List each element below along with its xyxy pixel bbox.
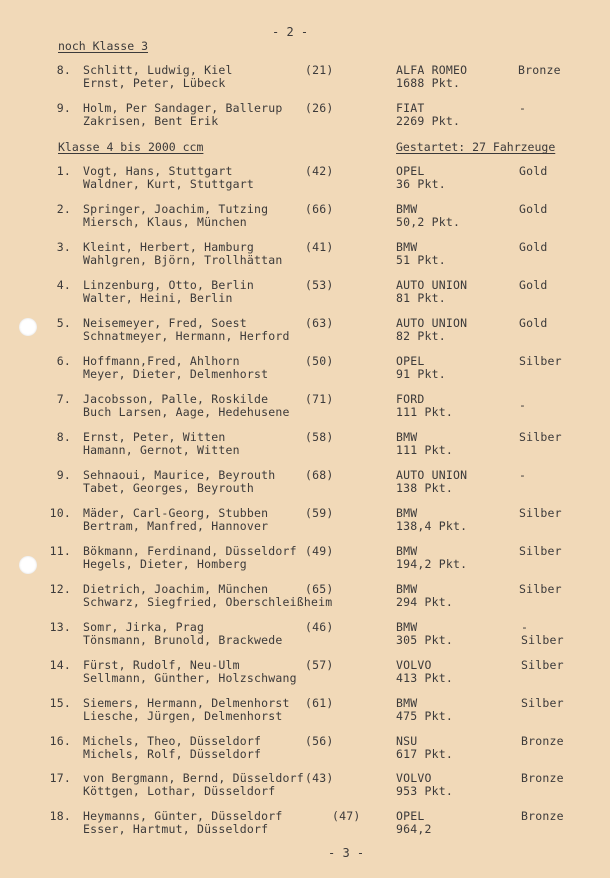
car: ALFA ROMEO xyxy=(396,63,468,77)
award: Silber xyxy=(519,544,562,558)
start-number: (71) xyxy=(305,392,334,406)
driver: Schlitt, Ludwig, Kiel xyxy=(83,63,233,77)
codriver: Schwarz, Siegfried, Oberschleißheim xyxy=(83,595,333,609)
car: BMW xyxy=(396,506,418,520)
points: 953 Pkt. xyxy=(396,784,453,798)
award: Silber xyxy=(521,696,564,710)
start-number: (50) xyxy=(305,354,334,368)
award: Bronze xyxy=(518,63,561,77)
driver: Ernst, Peter, Witten xyxy=(83,430,226,444)
car: BMW xyxy=(396,620,418,634)
driver: Springer, Joachim, Tutzing xyxy=(83,202,269,216)
start-number: (49) xyxy=(305,544,334,558)
points: 294 Pkt. xyxy=(396,595,453,609)
driver: Fürst, Rudolf, Neu-Ulm xyxy=(83,658,240,672)
rank: 4. xyxy=(56,278,71,292)
start-number: (26) xyxy=(305,101,334,115)
result-entry xyxy=(0,545,610,575)
rank: 15. xyxy=(49,696,71,710)
page-number-bottom: - 3 - xyxy=(328,846,365,860)
car: BMW xyxy=(396,582,418,596)
rank: 2. xyxy=(56,202,71,216)
codriver: Schnatmeyer, Hermann, Herford xyxy=(83,329,290,343)
rank: 5. xyxy=(56,316,71,330)
codriver: Hegels, Dieter, Homberg xyxy=(83,557,247,571)
car: OPEL xyxy=(396,354,425,368)
start-number: (68) xyxy=(305,468,334,482)
start-number: (57) xyxy=(305,658,334,672)
award: Bronze xyxy=(521,809,564,823)
driver: Hoffmann,Fred, Ahlhorn xyxy=(83,354,240,368)
points: 81 Pkt. xyxy=(396,291,446,305)
award: Gold xyxy=(519,316,548,330)
rank: 17. xyxy=(49,771,71,785)
driver: Siemers, Hermann, Delmenhorst xyxy=(83,696,290,710)
points: 138 Pkt. xyxy=(396,481,453,495)
driver: Neisemeyer, Fred, Soest xyxy=(83,316,247,330)
result-entry xyxy=(0,469,610,499)
result-entry xyxy=(0,203,610,233)
points: 413 Pkt. xyxy=(396,671,453,685)
car: BMW xyxy=(396,544,418,558)
driver: Michels, Theo, Düsseldorf xyxy=(83,734,262,748)
codriver: Bertram, Manfred, Hannover xyxy=(83,519,269,533)
start-number: (42) xyxy=(305,164,334,178)
start-number: (65) xyxy=(305,582,334,596)
car: OPEL xyxy=(396,809,425,823)
rank: 11. xyxy=(49,544,71,558)
car: AUTO UNION xyxy=(396,316,468,330)
award: Silber xyxy=(519,354,562,368)
start-number: (53) xyxy=(305,278,334,292)
start-number: (43) xyxy=(305,771,334,785)
codriver: Zakrisen, Bent Erik xyxy=(83,114,219,128)
rank: 6. xyxy=(56,354,71,368)
result-entry xyxy=(0,241,610,271)
car: BMW xyxy=(396,430,418,444)
points: 1688 Pkt. xyxy=(396,76,461,90)
award: Silber xyxy=(519,506,562,520)
award: Bronze xyxy=(521,771,564,785)
driver: Jacobsson, Palle, Roskilde xyxy=(83,392,269,406)
points: 111 Pkt. xyxy=(396,405,453,419)
driver: Mäder, Carl-Georg, Stubben xyxy=(83,506,269,520)
points: 964,2 xyxy=(396,822,432,836)
rank: 14. xyxy=(49,658,71,672)
award: Gold xyxy=(519,240,548,254)
car: AUTO UNION xyxy=(396,468,468,482)
award: Gold xyxy=(519,164,548,178)
section-heading-class-4: Klasse 4 bis 2000 ccm xyxy=(58,140,204,154)
award: Gold xyxy=(519,202,548,216)
result-entry xyxy=(0,165,610,195)
car: AUTO UNION xyxy=(396,278,468,292)
started-count: Gestartet: 27 Fahrzeuge xyxy=(396,140,556,154)
car: VOLVO xyxy=(396,771,432,785)
car: VOLVO xyxy=(396,658,432,672)
codriver: Meyer, Dieter, Delmenhorst xyxy=(83,367,269,381)
start-number: (21) xyxy=(305,63,334,77)
car: BMW xyxy=(396,240,418,254)
rank: 16. xyxy=(49,734,71,748)
result-entry xyxy=(0,507,610,537)
points: 2269 Pkt. xyxy=(396,114,461,128)
codriver: Waldner, Kurt, Stuttgart xyxy=(83,177,254,191)
result-entry xyxy=(0,659,610,689)
driver: Linzenburg, Otto, Berlin xyxy=(83,278,254,292)
result-entry xyxy=(0,355,610,385)
points: 50,2 Pkt. xyxy=(396,215,461,229)
rank: 9. xyxy=(56,101,71,115)
car: OPEL xyxy=(396,164,425,178)
award: Silber xyxy=(519,430,562,444)
start-number: (61) xyxy=(305,696,334,710)
start-number: (66) xyxy=(305,202,334,216)
result-entry xyxy=(0,735,610,765)
codriver: Walter, Heini, Berlin xyxy=(83,291,233,305)
start-number: (58) xyxy=(305,430,334,444)
points: 51 Pkt. xyxy=(396,253,446,267)
rank: 18. xyxy=(49,809,71,823)
driver: Sehnaoui, Maurice, Beyrouth xyxy=(83,468,276,482)
rank: 7. xyxy=(56,392,71,406)
start-number: (46) xyxy=(305,620,334,634)
start-number: (41) xyxy=(305,240,334,254)
award: - xyxy=(521,620,529,634)
codriver: Ernst, Peter, Lübeck xyxy=(83,76,226,90)
codriver: Sellmann, Günther, Holzschwang xyxy=(83,671,297,685)
award: - xyxy=(519,468,527,482)
rank: 13. xyxy=(49,620,71,634)
rank: 3. xyxy=(56,240,71,254)
award-secondary: Silber xyxy=(521,633,564,647)
driver: Bökmann, Ferdinand, Düsseldorf xyxy=(83,544,297,558)
points: 138,4 Pkt. xyxy=(396,519,468,533)
result-entry xyxy=(0,279,610,309)
codriver: Tabet, Georges, Beyrouth xyxy=(83,481,254,495)
page-number-top: - 2 - xyxy=(272,25,309,39)
award: - xyxy=(519,398,527,412)
points: 194,2 Pkt. xyxy=(396,557,468,571)
result-entry xyxy=(0,102,610,132)
points: 617 Pkt. xyxy=(396,747,453,761)
section-heading-class-3: noch Klasse 3 xyxy=(58,39,149,53)
award: Silber xyxy=(519,582,562,596)
award: Silber xyxy=(521,658,564,672)
start-number: (56) xyxy=(305,734,334,748)
rank: 9. xyxy=(56,468,71,482)
driver: Kleint, Herbert, Hamburg xyxy=(83,240,254,254)
codriver: Wahlgren, Björn, Trollhättan xyxy=(83,253,283,267)
driver: Holm, Per Sandager, Ballerup xyxy=(83,101,283,115)
car: FORD xyxy=(396,392,425,406)
codriver: Michels, Rolf, Düsseldorf xyxy=(83,747,262,761)
codriver: Tönsmann, Brunold, Brackwede xyxy=(83,633,283,647)
driver: Somr, Jirka, Prag xyxy=(83,620,205,634)
points: 305 Pkt. xyxy=(396,633,453,647)
award: - xyxy=(519,101,527,115)
driver: Heymanns, Günter, Düsseldorf xyxy=(83,809,283,823)
points: 111 Pkt. xyxy=(396,443,453,457)
rank: 10. xyxy=(49,506,71,520)
points: 82 Pkt. xyxy=(396,329,446,343)
car: NSU xyxy=(396,734,418,748)
driver: von Bergmann, Bernd, Düsseldorf xyxy=(83,771,304,785)
points: 475 Pkt. xyxy=(396,709,453,723)
car: BMW xyxy=(396,202,418,216)
result-entry xyxy=(0,393,610,423)
result-entry xyxy=(0,697,610,727)
award: Gold xyxy=(519,278,548,292)
result-entry xyxy=(0,64,610,94)
result-entry xyxy=(0,810,610,840)
codriver: Liesche, Jürgen, Delmenhorst xyxy=(83,709,283,723)
driver: Vogt, Hans, Stuttgart xyxy=(83,164,233,178)
start-number: (47) xyxy=(332,809,361,823)
codriver: Miersch, Klaus, München xyxy=(83,215,247,229)
points: 91 Pkt. xyxy=(396,367,446,381)
result-entry xyxy=(0,317,610,347)
result-entry xyxy=(0,583,610,613)
rank: 8. xyxy=(56,63,71,77)
rank: 1. xyxy=(56,164,71,178)
award: Bronze xyxy=(521,734,564,748)
driver: Dietrich, Joachim, München xyxy=(83,582,269,596)
rank: 12. xyxy=(49,582,71,596)
result-entry xyxy=(0,621,610,651)
car: BMW xyxy=(396,696,418,710)
codriver: Buch Larsen, Aage, Hedehusene xyxy=(83,405,290,419)
start-number: (59) xyxy=(305,506,334,520)
codriver: Köttgen, Lothar, Düsseldorf xyxy=(83,784,276,798)
points: 36 Pkt. xyxy=(396,177,446,191)
codriver: Esser, Hartmut, Düsseldorf xyxy=(83,822,269,836)
codriver: Hamann, Gernot, Witten xyxy=(83,443,240,457)
car: FIAT xyxy=(396,101,425,115)
result-entry xyxy=(0,431,610,461)
rank: 8. xyxy=(56,430,71,444)
result-entry xyxy=(0,772,610,802)
start-number: (63) xyxy=(305,316,334,330)
